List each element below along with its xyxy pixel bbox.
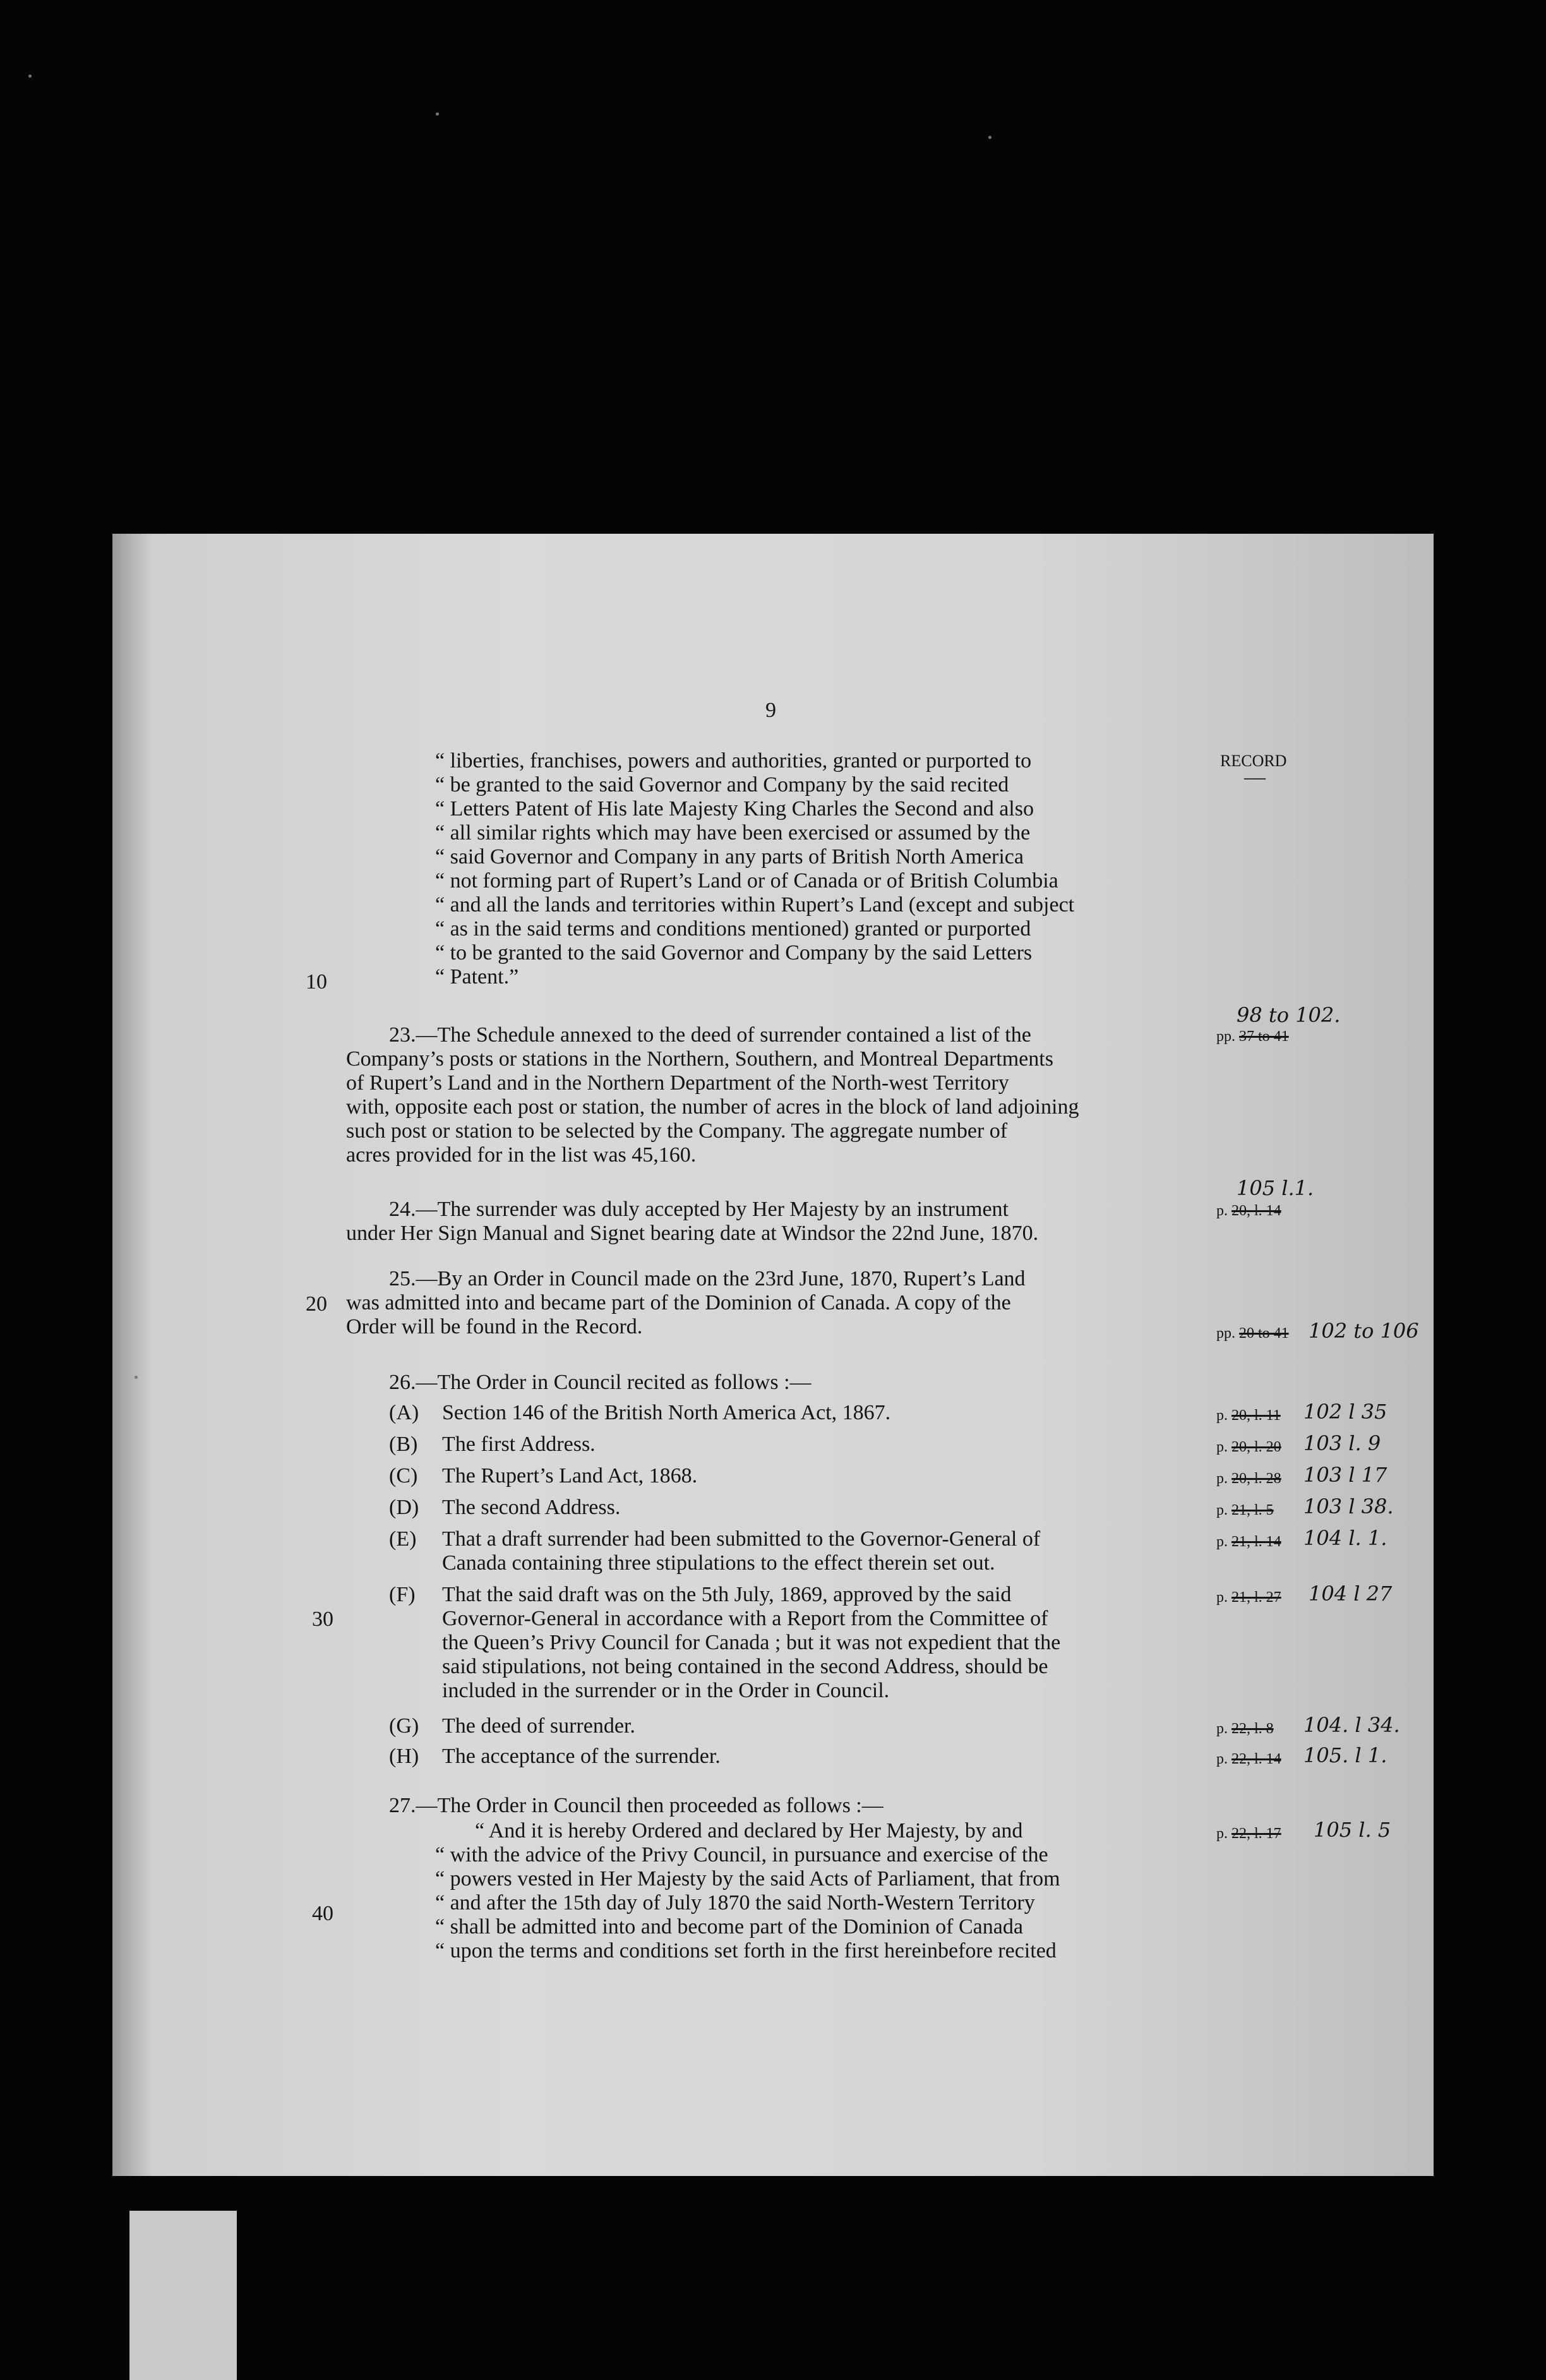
page-number: 9 [765,699,776,722]
quote-line: “ Letters Patent of His late Majesty King Charles the Second and also [435,797,1034,820]
para-24-line: 24.—The surrender was duly accepted by Her Majesty by an instrument [389,1198,1009,1221]
quote-line: “ not forming part of Rupert’s Land or of Canada or of British Columbia [435,869,1058,892]
para-23-line: of Rupert’s Land and in the Northern Department of the North-west Territory [346,1071,1009,1095]
line-number: 30 [312,1608,333,1631]
margin-ref: p. 20, l. 20 [1216,1439,1281,1455]
para-27-line: “ with the advice of the Privy Council, in pursuance and exercise of the [435,1843,1048,1866]
item-label-a: (A) [389,1401,419,1424]
para-23-line: 23.—The Schedule annexed to the deed of surrender contained a list of the [389,1023,1031,1047]
para-23-line: with, opposite each post or station, the number of acres in the block of land adjoining [346,1095,1079,1119]
line-number: 20 [306,1292,327,1316]
margin-handwritten-ref: 104 l. 1. [1303,1526,1387,1550]
margin-handwritten-ref: 103 l. 9 [1303,1431,1381,1455]
margin-ref: p. 20, l. 14 [1216,1203,1281,1219]
para-27-line: “ And it is hereby Ordered and declared by Her Majesty, by and [475,1819,1023,1842]
item-f-text: the Queen’s Privy Council for Canada ; but it was not expedient that the [442,1631,1061,1654]
margin-ref: p. 22, l. 8 [1216,1721,1274,1737]
item-f-text: said stipulations, not being contained in the second Address, should be [442,1655,1048,1678]
item-label-g: (G) [389,1714,419,1738]
item-label-f: (F) [389,1583,416,1606]
para-27-line: “ shall be admitted into and become part of the Dominion of Canada [435,1915,1023,1938]
item-f-text: That the said draft was on the 5th July, 1869, approved by the said [442,1583,1012,1606]
item-c-text: The Rupert’s Land Act, 1868. [442,1464,698,1488]
para-27-line: “ upon the terms and conditions set forth in the first hereinbefore recited [435,1939,1057,1962]
margin-ref: p. 22, l. 14 [1216,1751,1281,1767]
item-label-b: (B) [389,1433,418,1456]
margin-handwritten-ref: 103 l 17 [1303,1463,1387,1487]
item-b-text: The first Address. [442,1433,596,1456]
para-23-line: acres provided for in the list was 45,160. [346,1143,697,1167]
item-label-e: (E) [389,1527,417,1551]
quote-line: “ liberties, franchises, powers and authorities, granted or purported to [435,749,1032,772]
record-heading: RECORD [1220,752,1287,770]
quote-line: “ to be granted to the said Governor and Company by the said Letters [435,941,1033,965]
item-label-d: (D) [389,1496,419,1519]
item-g-text: The deed of surrender. [442,1714,635,1738]
para-26-intro: 26.—The Order in Council recited as follows :— [389,1371,812,1394]
item-h-text: The acceptance of the surrender. [442,1745,721,1768]
margin-handwritten-ref: 98 to 102. [1237,1003,1341,1027]
margin-handwritten-ref: 105. l 1. [1303,1743,1387,1767]
line-number: 40 [312,1902,333,1925]
item-label-h: (H) [389,1745,419,1768]
line-number: 10 [306,970,327,994]
item-d-text: The second Address. [442,1496,621,1519]
para-24-line: under Her Sign Manual and Signet bearing date at Windsor the 22nd June, 1870. [346,1222,1039,1245]
quote-line: “ be granted to the said Governor and Company by the said recited [435,773,1009,796]
record-dash: — [1244,766,1266,789]
margin-ref: p. 21, l. 14 [1216,1534,1281,1550]
para-23-line: such post or station to be selected by the Company. The aggregate number of [346,1119,1008,1143]
margin-handwritten-ref: 104. l 34. [1303,1713,1400,1737]
margin-handwritten-ref: 104 l 27 [1309,1582,1393,1606]
para-25-line: was admitted into and became part of the Dominion of Canada. A copy of the [346,1291,1011,1314]
margin-ref: p. 22, l. 17 [1216,1825,1281,1842]
para-27-line: “ and after the 15th day of July 1870 the said North-Western Territory [435,1891,1035,1914]
margin-ref: pp. 20 to 41 [1216,1325,1289,1342]
margin-handwritten-ref: 102 to 106 [1309,1319,1419,1343]
para-27-line: “ powers vested in Her Majesty by the said Acts of Parliament, that from [435,1867,1060,1890]
item-f-text: Governor-General in accordance with a Report from the Committee of [442,1607,1048,1630]
margin-ref: pp. 37 to 41 [1216,1028,1289,1045]
film-speck [135,1376,138,1379]
item-f-text: included in the surrender or in the Order in Council. [442,1679,890,1702]
film-speck [436,112,439,116]
margin-ref: p. 20, l. 11 [1216,1407,1281,1424]
item-e-text: Canada containing three stipulations to the effect therein set out. [442,1551,995,1575]
quote-line: “ Patent.” [435,965,519,989]
margin-handwritten-ref: 105 l.1. [1237,1176,1314,1200]
film-speck [28,75,32,78]
calibration-strip [129,2211,237,2380]
para-27-line: 27.—The Order in Council then proceeded as follows :— [389,1794,884,1817]
quote-line: “ as in the said terms and conditions mentioned) granted or purported [435,917,1031,941]
quote-line: “ said Governor and Company in any parts of British North America [435,845,1024,868]
film-speck [988,136,992,139]
para-25-line: 25.—By an Order in Council made on the 23rd June, 1870, Rupert’s Land [389,1267,1026,1290]
margin-ref: p. 21, l. 5 [1216,1502,1274,1518]
para-23-line: Company’s posts or stations in the Northern, Southern, and Montreal Departments [346,1047,1053,1071]
margin-ref: p. 20, l. 28 [1216,1470,1281,1487]
item-label-c: (C) [389,1464,418,1488]
margin-ref: p. 21, l. 27 [1216,1589,1281,1606]
margin-handwritten-ref: 102 l 35 [1303,1400,1387,1424]
margin-handwritten-ref: 103 l 38. [1303,1494,1394,1518]
quote-line: “ all similar rights which may have been exercised or assumed by the [435,821,1031,844]
quote-line: “ and all the lands and territories within Rupert’s Land (except and subject [435,893,1075,917]
para-25-line: Order will be found in the Record. [346,1315,643,1338]
item-e-text: That a draft surrender had been submitted to the Governor-General of [442,1527,1041,1551]
margin-handwritten-ref: 105 l. 5 [1314,1818,1391,1842]
item-a-text: Section 146 of the British North America Act, 1867. [442,1401,891,1424]
